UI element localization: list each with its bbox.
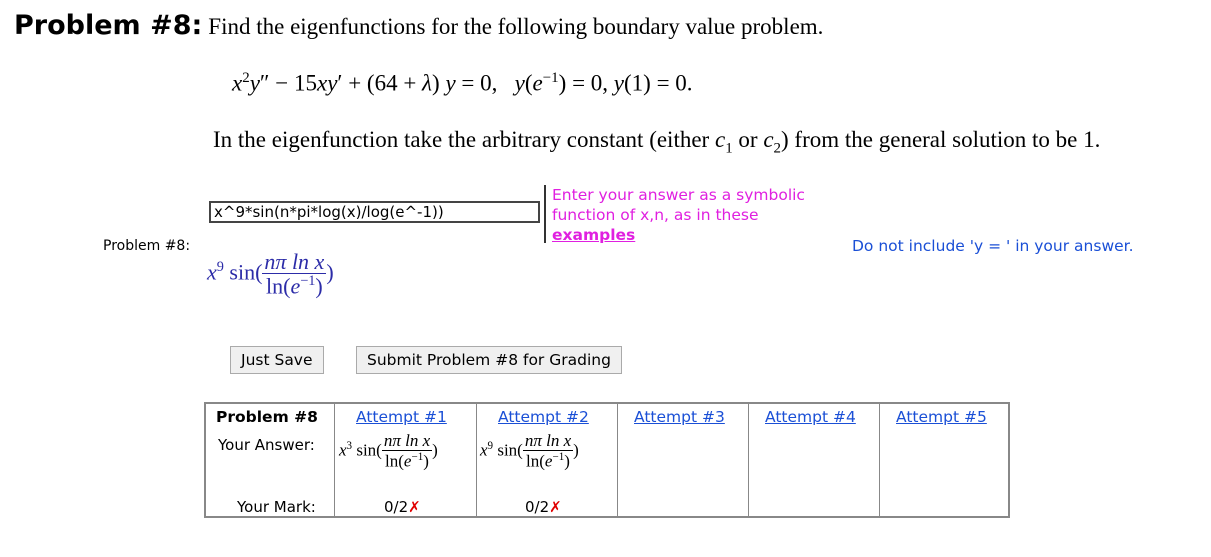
examples-link[interactable]: examples: [552, 226, 636, 244]
attempt-2-link[interactable]: Attempt #2: [498, 408, 589, 426]
a2-den-e: e: [544, 451, 553, 471]
eq-y: y: [249, 70, 260, 96]
a2-sin: sin(: [493, 440, 523, 460]
eq-close: ): [432, 70, 446, 96]
instruction-text: [213, 127, 1100, 158]
preview-fraction: [262, 250, 326, 299]
attempt-4-link[interactable]: Attempt #4: [765, 408, 856, 426]
your-mark-label: Your Mark:: [237, 498, 316, 516]
eq-x: x: [232, 70, 243, 96]
attempt-2-score: 0/2: [525, 498, 550, 516]
eq-double-prime: ″: [259, 70, 270, 96]
preview-x: x: [207, 259, 217, 285]
instruction-part2: ) from the general solution to be 1.: [781, 127, 1101, 152]
a1-den-ln: ln(: [385, 451, 404, 471]
answer-input[interactable]: x^9*sin(n*pi*log(x)/log(e^-1)): [209, 201, 540, 223]
problem-prompt: Find the eigenfunctions for the following boundary value problem.: [208, 14, 824, 39]
attempt-2-mark: [525, 498, 562, 516]
c2-sub: 2: [773, 140, 782, 157]
differential-equation: [232, 70, 693, 97]
c2-symbol: c: [763, 127, 774, 152]
a1-fraction: [382, 432, 432, 471]
a2-den-exp: −1: [552, 450, 565, 463]
instruction-or: or: [732, 127, 764, 152]
eq-exp: 2: [242, 70, 250, 86]
preview-close: ): [326, 259, 334, 285]
a2-exp: 9: [487, 439, 494, 452]
just-save-button[interactable]: Just Save: [230, 346, 324, 374]
a2-den-close: ): [564, 451, 570, 471]
preview-den-close: ): [315, 273, 323, 299]
preview-den-ln: ln(: [265, 273, 291, 299]
problem-number-heading: Problem #8:: [14, 10, 203, 41]
table-header-problem: Problem #8: [216, 408, 318, 426]
attempt-5-link[interactable]: Attempt #5: [896, 408, 987, 426]
bc2-eq: (1) = 0.: [624, 70, 693, 96]
a1-den-close: ): [423, 451, 429, 471]
hint-text: Enter your answer as a symbolic function of x,n, as in these: [552, 186, 805, 224]
eq-xy: xy: [316, 70, 338, 96]
a2-x: x: [480, 440, 488, 460]
a1-close: ): [432, 440, 438, 460]
bc-e: e: [532, 70, 543, 96]
bc-eq: ) = 0,: [558, 70, 614, 96]
attempt-2-answer: [480, 432, 579, 471]
a1-sin: sin(: [352, 440, 382, 460]
attempt-1-score: 0/2: [384, 498, 409, 516]
problem-label: Problem #8:: [103, 238, 191, 254]
attempt-1-link[interactable]: Attempt #1: [356, 408, 447, 426]
attempts-table: [204, 402, 1010, 518]
attempt-1-mark: [384, 498, 421, 516]
problem-title: [14, 10, 823, 41]
a1-x: x: [339, 440, 347, 460]
eq-prime: ′: [337, 70, 343, 96]
a2-num: nπ ln x: [524, 431, 572, 450]
a1-exp: 3: [346, 439, 353, 452]
incorrect-icon: ✗: [408, 498, 421, 516]
bc-open: (: [524, 70, 533, 96]
a2-close: ): [573, 440, 579, 460]
attempt-3-link[interactable]: Attempt #3: [634, 408, 725, 426]
a1-den-exp: −1: [411, 450, 424, 463]
preview-den-exp: −1: [300, 273, 316, 290]
a2-den-ln: ln(: [526, 451, 545, 471]
a1-den-e: e: [403, 451, 412, 471]
format-note: Do not include 'y = ' in your answer.: [852, 237, 1134, 255]
answer-preview: [207, 250, 334, 299]
bc-exp: −1: [542, 70, 559, 86]
attempt-1-answer: [339, 432, 438, 471]
incorrect-icon: ✗: [549, 498, 562, 516]
eq-minus15: − 15: [269, 70, 317, 96]
submit-for-grading-button[interactable]: Submit Problem #8 for Grading: [356, 346, 622, 374]
eq-lambda: λ: [422, 70, 433, 96]
preview-sin: sin(: [223, 259, 263, 285]
a1-num: nπ ln x: [383, 431, 431, 450]
c1-sub: 1: [725, 140, 733, 157]
bc-y: y: [514, 70, 525, 96]
answer-hint: [544, 185, 842, 243]
bc2-y: y: [613, 70, 625, 96]
eq-equals-zero: = 0,: [455, 70, 504, 96]
preview-den-e: e: [290, 273, 301, 299]
instruction-part1: In the eigenfunction take the arbitrary constant (either: [213, 127, 715, 152]
preview-exp: 9: [216, 259, 224, 276]
eq-plus64: + (64 +: [342, 70, 423, 96]
c1-symbol: c: [714, 127, 726, 152]
a2-fraction: [523, 432, 573, 471]
preview-numerator: nπ ln x: [264, 249, 325, 274]
your-answer-label: Your Answer:: [218, 436, 315, 454]
eq-y2: y: [445, 70, 456, 96]
